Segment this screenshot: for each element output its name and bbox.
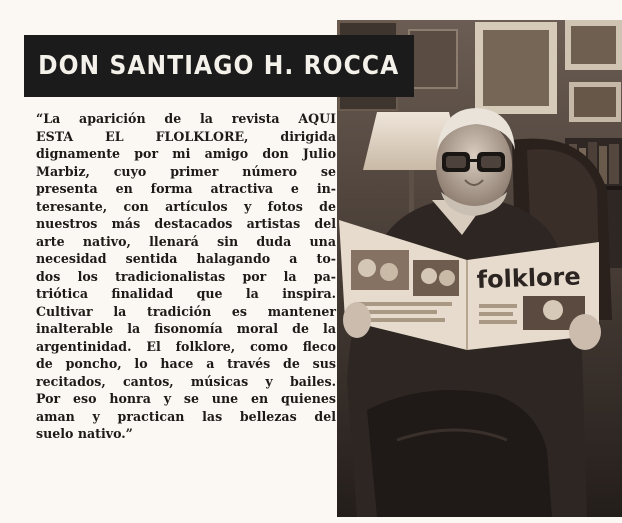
quote-line: necesidad sentida halagando a to- [36,251,336,266]
quote-line: dos los tradicionalistas por la pa- [36,268,336,284]
quote-line: triótica finalidad que la inspira. [36,286,336,301]
magazine-logo: folklore [476,262,582,294]
quote-line: ESTA EL FLOLKLORE, dirigida [36,128,336,144]
quote-line: Cultivar la tradición es mantener [36,303,336,319]
quote-line: dignamente por mi amigo don Julio [36,146,336,161]
quote-line: inalterable la fisonomía moral de la [36,321,336,336]
quote-line: de poncho, lo hace a través de sus [36,356,336,371]
quote-line: recitados, cantos, músicas y bailes. [36,373,336,389]
quote-paragraph [36,110,336,443]
quote-line: suelo nativo.” [36,426,133,441]
quote-line: “La aparición de la revista AQUI [36,111,336,126]
quote-line: teresante, con artículos y fotos de [36,198,336,214]
quote-line: nuestros más destacados artistas del [36,216,336,231]
article-title: DON SANTIAGO H. ROCCA [38,51,400,81]
quote-line: Por eso honra y se une en quienes [36,391,336,406]
quote-line: presenta en forma atractiva e in- [36,181,336,196]
title-banner [24,35,414,97]
quote-line: argentinidad. El folklore, como fleco [36,338,336,354]
man-head [436,108,515,216]
quote-line: arte nativo, llenará sin duda una [36,233,336,249]
quote-line: aman y practican las bellezas del [36,408,336,424]
quote-line: Marbiz, cuyo primer número se [36,163,336,179]
